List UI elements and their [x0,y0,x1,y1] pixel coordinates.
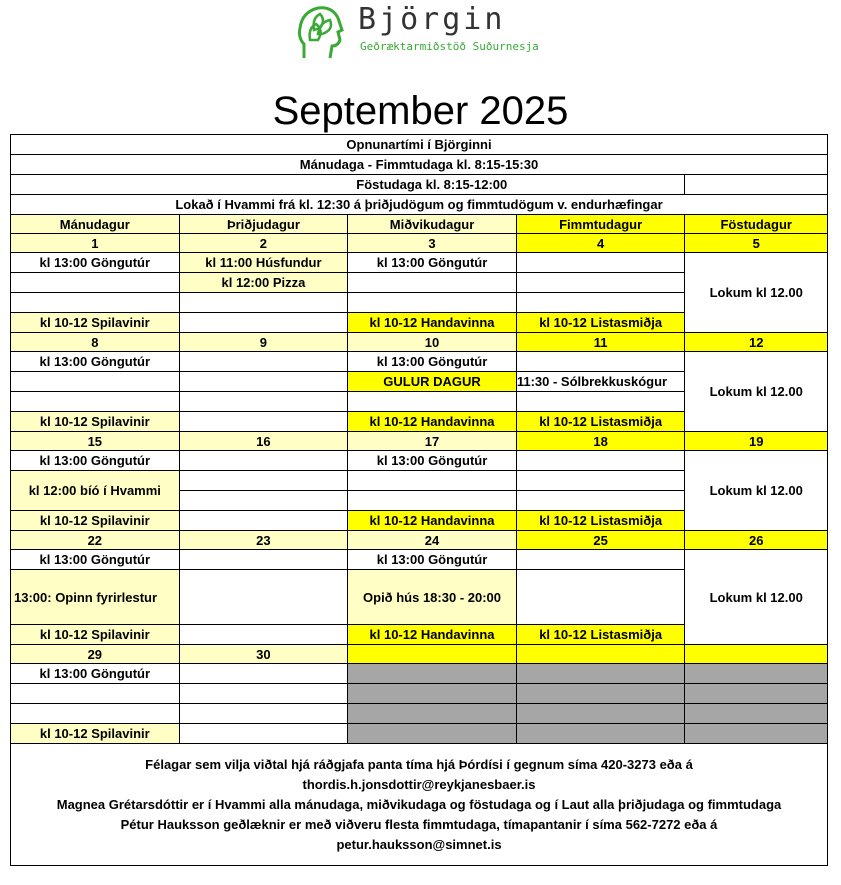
day-header: Fimmtudagur [516,215,685,234]
event-cell [516,293,685,313]
event-cell: kl 10-12 Handavinna [348,313,517,333]
event-cell [516,491,685,511]
footer-email-link[interactable]: thordis.h.jonsdottir@reykjanesbaer.is [302,777,536,792]
logo-name: Björgin [358,2,506,37]
friday-closing: Lokum kl 12.00 [685,550,828,645]
event-cell: kl 10-12 Listasmiðja [516,625,685,645]
date-cell: 18 [516,432,685,451]
event-cell: kl 10-12 Listasmiðja [516,412,685,432]
event-cell [516,253,685,273]
event-cell: kl 13:00 Göngutúr [348,253,517,273]
date-cell: 22 [11,531,180,550]
footer-line: Magnea Grétarsdóttir er í Hvammi alla mánudaga, miðvikudaga og föstudaga og í Laut alla þriðjudaga og fimmtudaga [56,797,782,812]
event-cell [11,392,180,412]
event-cell [179,511,348,531]
event-cell [348,491,517,511]
event-cell [11,372,180,392]
event-cell [11,293,180,313]
bjorgin-logo [296,0,541,62]
info-line-3: Föstudaga kl. 8:15-12:00 [179,175,685,195]
day-header: Miðvikudagur [348,215,517,234]
empty-cell [516,704,685,724]
event-cell: kl 13:00 Göngutúr [11,451,180,471]
event-cell: kl 13:00 Göngutúr [11,352,180,372]
footer-email-link[interactable]: petur.hauksson@simnet.is [336,837,502,852]
event-cell [179,664,348,684]
event-cell: kl 13:00 Göngutúr [348,451,517,471]
date-cell: 30 [179,645,348,664]
event-cell: kl 13:00 Göngutúr [348,550,517,570]
event-cell [179,491,348,511]
info-line-1: Opnunartími í Björginni [11,135,828,155]
event-cell: kl 10-12 Handavinna [348,625,517,645]
empty-cell [348,684,517,704]
day-header: Föstudagur [685,215,828,234]
date-cell: 17 [348,432,517,451]
logo-subtitle: Geðræktarmiðstöð Suðurnesja [360,40,539,53]
day-header: Mánudagur [11,215,180,234]
date-cell: 3 [348,234,517,253]
date-cell: 2 [179,234,348,253]
event-cell [348,471,517,491]
event-cell [179,313,348,333]
head-leaf-icon [296,0,356,62]
date-cell [516,645,685,664]
date-cell: 4 [516,234,685,253]
date-cell [348,645,517,664]
event-cell [516,273,685,293]
event-cell: Opið hús 18:30 - 20:00 [348,570,517,625]
event-cell: kl 10-12 Spilavinir [11,625,180,645]
empty-cell [516,664,685,684]
event-cell: kl 10-12 Spilavinir [11,313,180,333]
date-cell: 10 [348,333,517,352]
event-cell: kl 13:00 Göngutúr [11,253,180,273]
event-cell: kl 10-12 Listasmiðja [516,313,685,333]
date-cell: 9 [179,333,348,352]
event-cell [348,392,517,412]
info-line-4: Lokað í Hvammi frá kl. 12:30 á þriðjudögum og fimmtudögum v. endurhæfingar [11,195,828,215]
event-cell [179,352,348,372]
empty-cell [348,664,517,684]
footer-line: Pétur Hauksson geðlæknir er með viðveru flesta fimmtudaga, tímapantanir í síma 562-7272 eða á [120,817,718,832]
date-cell: 19 [685,432,828,451]
event-cell [179,372,348,392]
event-cell: kl 12:00 Pizza [179,273,348,293]
week-dates [11,333,828,352]
date-cell: 26 [685,531,828,550]
event-cell [179,684,348,704]
date-cell: 5 [685,234,828,253]
date-cell: 24 [348,531,517,550]
event-cell: kl 10-12 Handavinna [348,511,517,531]
event-cell: kl 12:00 bíó í Hvammi [11,471,180,511]
date-cell: 12 [685,333,828,352]
event-cell: kl 13:00 Göngutúr [11,550,180,570]
week-dates [11,234,828,253]
date-cell: 11 [516,333,685,352]
footer-line: Félagar sem vilja viðtal hjá ráðgjafa panta tíma hjá Þórdísi í gegnum síma 420-3273 eða á [145,757,693,772]
event-cell [11,684,180,704]
event-cell [516,550,685,570]
event-cell [179,392,348,412]
date-cell: 15 [11,432,180,451]
event-cell [516,570,685,625]
event-cell: GULUR DAGUR [348,372,517,392]
event-cell: 13:00: Opinn fyrirlestur [11,570,180,625]
empty-cell [685,664,828,684]
week-dates [11,531,828,550]
event-cell [179,471,348,491]
event-cell [179,704,348,724]
event-cell: kl 10-12 Handavinna [348,412,517,432]
event-cell: kl 11:00 Húsfundur [179,253,348,273]
event-cell [179,625,348,645]
weekday-header [11,215,828,234]
event-cell [179,570,348,625]
event-cell [516,352,685,372]
event-cell: kl 10-12 Listasmiðja [516,511,685,531]
empty-cell [685,704,828,724]
event-cell [348,293,517,313]
empty-cell [516,684,685,704]
event-cell [11,704,180,724]
event-cell [516,471,685,491]
event-cell: kl 10-12 Spilavinir [11,412,180,432]
friday-closing: Lokum kl 12.00 [685,451,828,531]
empty-cell [685,684,828,704]
event-cell: kl 10-12 Spilavinir [11,511,180,531]
footer-notes [10,737,828,866]
event-cell [179,412,348,432]
date-cell: 16 [179,432,348,451]
date-cell [685,645,828,664]
event-cell [516,451,685,471]
week-dates [11,645,828,664]
event-cell: kl 13:00 Göngutúr [11,664,180,684]
calendar-table [10,134,828,744]
day-header: Þriðjudagur [179,215,348,234]
event-cell [179,550,348,570]
date-cell: 1 [11,234,180,253]
event-cell: kl 13:00 Göngutúr [348,352,517,372]
info-line-2: Mánudaga - Fimmtudaga kl. 8:15-15:30 [11,155,828,175]
friday-closing: Lokum kl 12.00 [685,253,828,333]
empty-cell [348,704,517,724]
event-cell [348,273,517,293]
friday-closing: Lokum kl 12.00 [685,352,828,432]
event-cell: 11:30 - Sólbrekkuskógur [516,372,685,392]
page-title: September 2025 [272,89,569,133]
event-cell [11,273,180,293]
date-cell: 8 [11,333,180,352]
event-cell: kl 10-12 Spilavinir [11,724,180,744]
week-dates [11,432,828,451]
date-cell: 25 [516,531,685,550]
event-cell [179,451,348,471]
date-cell: 23 [179,531,348,550]
event-cell [179,293,348,313]
event-cell [516,392,685,412]
date-cell: 29 [11,645,180,664]
